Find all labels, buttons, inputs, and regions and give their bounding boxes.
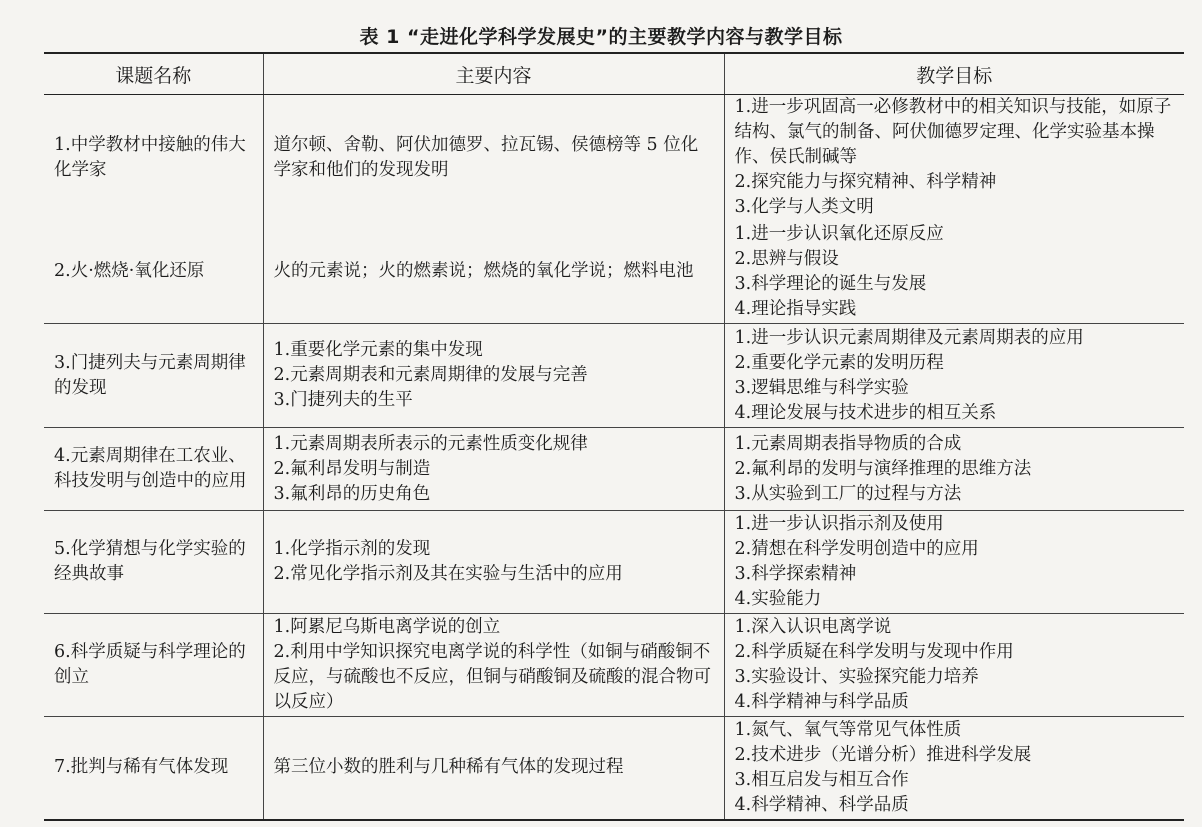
content-cell: 1.元素周期表所表示的元素性质变化规律 2.氟利昂发明与制造 3.氟利昂的历史角色 [263,428,724,511]
content-cell: 1.重要化学元素的集中发现 2.元素周期表和元素周期律的发展与完善 3.门捷列夫的生平 [263,324,724,428]
table-row [44,428,1184,511]
topic-cell: 7.批判与稀有气体发现 [44,717,263,820]
goals-cell: 1.进一步认识元素周期律及元素周期表的应用 2.重要化学元素的发明历程 3.逻辑思维与科学实验 4.理论发展与技术进步的相互关系 [724,324,1184,428]
topic-cell: 5.化学猜想与化学实验的经典故事 [44,511,263,614]
content-table [44,52,1184,821]
content-cell: 火的元素说；火的燃素说；燃烧的氧化学说；燃料电池 [263,221,724,324]
table-header-row [44,53,1184,95]
content-cell: 1.阿累尼乌斯电离学说的创立 2.利用中学知识探究电离学说的科学性（如铜与硝酸铜不反应，与硫酸也不反应，但铜与硝酸铜及硫酸的混合物可以反应） [263,614,724,717]
column-header-goals: 教学目标 [724,53,1184,95]
table-row [44,717,1184,820]
table-row [44,221,1184,324]
topic-cell: 4.元素周期律在工农业、科技发明与创造中的应用 [44,428,263,511]
goals-cell: 1.元素周期表指导物质的合成 2.氟利昂的发明与演绎推理的思维方法 3.从实验到工厂的过程与方法 [724,428,1184,511]
content-cell: 道尔顿、舍勒、阿伏加德罗、拉瓦锡、侯德榜等 5 位化学家和他们的发现发明 [263,95,724,221]
goals-cell: 1.进一步认识指示剂及使用 2.猜想在科学发明创造中的应用 3.科学探索精神 4.实验能力 [724,511,1184,614]
table-caption: 表 1 “走进化学科学发展史”的主要教学内容与教学目标 [359,26,843,48]
content-cell: 第三位小数的胜利与几种稀有气体的发现过程 [263,717,724,820]
table-row [44,614,1184,717]
table-row [44,511,1184,614]
goals-cell: 1.氮气、氧气等常见气体性质 2.技术进步（光谱分析）推进科学发展 3.相互启发与相互合作 4.科学精神、科学品质 [724,717,1184,820]
table-row [44,95,1184,221]
column-header-topic: 课题名称 [44,53,263,95]
topic-cell: 2.火·燃烧·氧化还原 [54,261,205,282]
goals-cell: 1.进一步巩固高一必修教材中的相关知识与技能，如原子结构、氯气的制备、阿伏伽德罗定理、化学实验基本操作、侯氏制碱等 2.探究能力与探究精神、科学精神 3.化学与人类文明 [724,95,1184,221]
content-cell: 1.化学指示剂的发现 2.常见化学指示剂及其在实验与生活中的应用 [263,511,724,614]
topic-cell: 3.门捷列夫与元素周期律的发现 [44,324,263,428]
topic-cell: 1.中学教材中接触的伟大化学家 [44,95,263,221]
table-row [44,324,1184,428]
topic-cell: 6.科学质疑与科学理论的创立 [44,614,263,717]
column-header-content: 主要内容 [263,53,724,95]
goals-cell: 1.进一步认识氧化还原反应 2.思辨与假设 3.科学理论的诞生与发展 4.理论指导实践 [724,221,1184,324]
goals-cell: 1.深入认识电离学说 2.科学质疑在科学发明与发现中作用 3.实验设计、实验探究能力培养 4.科学精神与科学品质 [724,614,1184,717]
